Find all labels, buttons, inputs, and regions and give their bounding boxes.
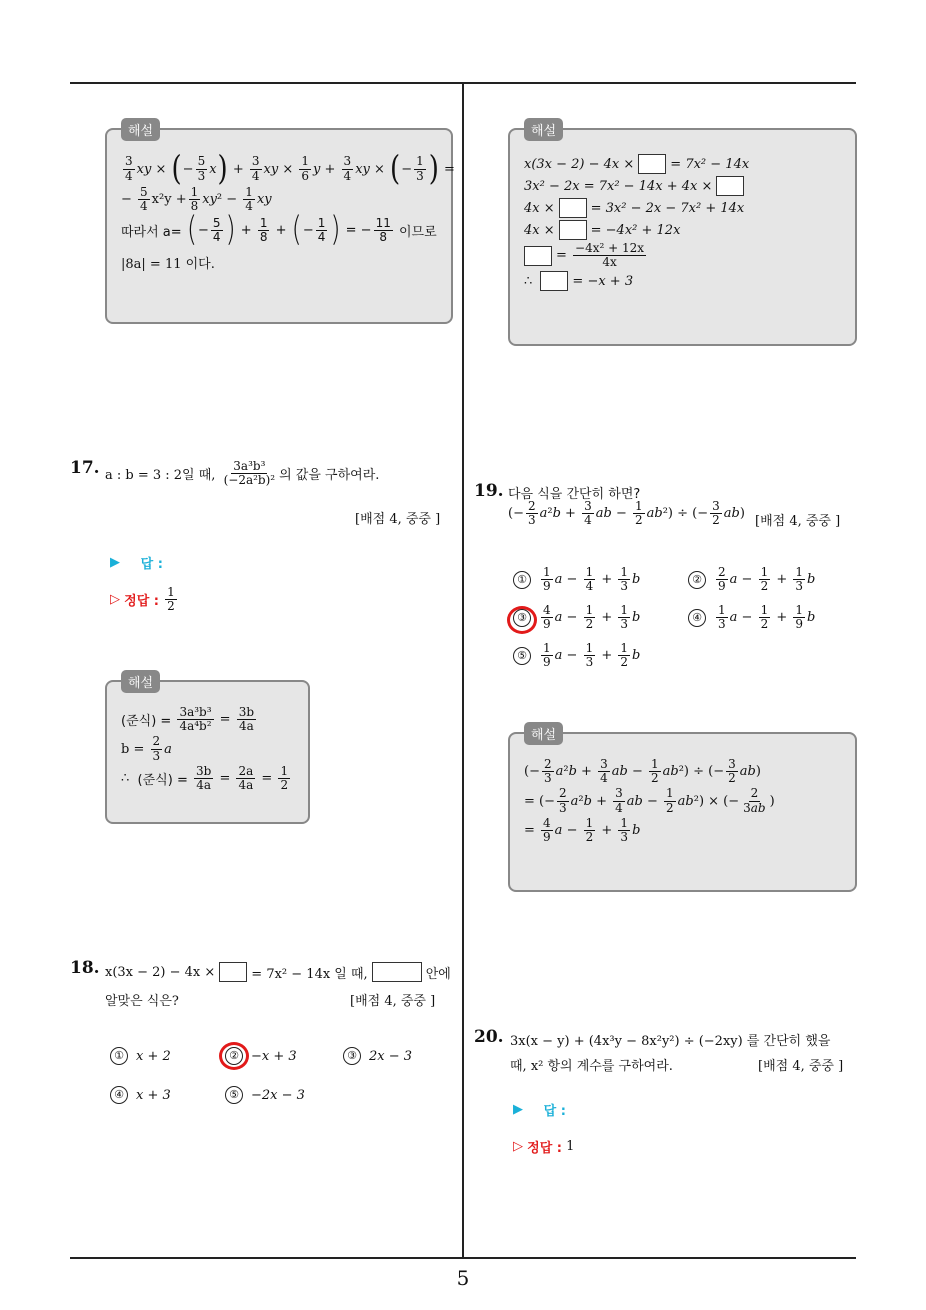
question-20-meta: [배점 4, 중중 ] xyxy=(758,1059,844,1074)
blank-box xyxy=(219,962,247,982)
option-18-1[interactable]: ① x + 2 xyxy=(110,1047,171,1065)
solution-box-16 xyxy=(105,124,455,324)
solution-line: = $\frac{4}{9}$ a − $\frac{1}{2}$ + $\frac{1}{3}$ b xyxy=(524,815,641,844)
outline-play-icon: ▷ xyxy=(513,1139,523,1154)
question-17-meta: [배점 4, 중중 ] xyxy=(355,512,441,527)
option-18-4[interactable]: ④ x + 3 xyxy=(110,1086,171,1104)
option-19-2[interactable]: ② $\frac{2}{9}$ a − $\frac{1}{2}$ + $\frac{1}{3}$ b xyxy=(688,566,815,593)
answer-row-17 xyxy=(110,553,163,572)
solution-line: $\frac{3}{4}$ xy × ( − $\frac{5}{3}$ x ) + $\frac{3}{4}$ xy × $\frac{1}{6}$ y + $\frac{3}{4}$ xy × ( − $\frac{1}{3}$ ) = xyxy=(125,149,455,189)
solution-tag: 해설 xyxy=(524,722,563,745)
solution-tag: 해설 xyxy=(121,670,160,693)
option-18-5[interactable]: ⑤ −2x − 3 xyxy=(225,1086,305,1104)
question-20-line2: 때, x² 항의 계수를 구하여라. xyxy=(510,1059,673,1074)
solution-line: b = $\frac{2}{3}$ a xyxy=(121,734,172,763)
solution-box-18 xyxy=(508,124,857,346)
question-number-19: 19. xyxy=(474,481,504,501)
selected-answer-mark xyxy=(507,606,537,634)
question-number-17: 17. xyxy=(70,458,100,478)
question-number-18: 18. xyxy=(70,958,100,978)
option-19-4[interactable]: ④ $\frac{1}{3}$ a − $\frac{1}{2}$ + $\frac{1}{9}$ b xyxy=(688,604,815,631)
solution-line: (준식) = $\frac{\text{3a³b³}}{\text{4a⁴b²}}$ = $\frac{3b}{4a}$ xyxy=(121,705,255,734)
bottom-rule xyxy=(70,1257,856,1259)
question-19-meta: [배점 4, 중중 ] xyxy=(755,514,841,529)
solution-line: 3x² − 2x = 7x² − 14x + 4x × xyxy=(524,176,843,196)
question-19-title: 다음 식을 간단히 하면? xyxy=(508,487,641,502)
answer-label: 답 : xyxy=(140,557,163,572)
correct-answer-label: 정답 : xyxy=(124,594,159,610)
question-17-text: a : b = 3 : 2일 때, $\frac{\text{3a³b³}}{\text{(−2a²b)²}}$ 의 값을 구하여라. xyxy=(105,459,380,488)
selected-answer-mark xyxy=(219,1042,249,1070)
option-19-5[interactable]: ⑤ $\frac{1}{9}$ a − $\frac{1}{3}$ + $\frac{1}{2}$ b xyxy=(513,642,640,669)
option-19-1[interactable]: ① $\frac{1}{9}$ a − $\frac{1}{4}$ + $\frac{1}{3}$ b xyxy=(513,566,640,593)
solution-line: ∴ = −x + 3 xyxy=(524,271,843,291)
play-icon: ▶ xyxy=(513,1102,523,1117)
correct-answer-20: ▷ 정답 : 1 xyxy=(513,1139,575,1156)
question-18-meta: [배점 4, 중중 ] xyxy=(350,994,436,1009)
column-divider xyxy=(462,84,464,1257)
question-18-line1: x(3x − 2) − 4x × = 7x² − 14x 일 때, 안에 xyxy=(105,962,451,982)
solution-line: x(3x − 2) − 4x × = 7x² − 14x xyxy=(524,154,843,174)
solution-box-17 xyxy=(105,676,310,824)
solution-line: 4x × = −4x² + 12x xyxy=(524,220,843,240)
correct-answer-17: ▷ 정답 : $\frac{1}{2}$ xyxy=(110,585,175,614)
solution-line: 따라서 a= ( − $\frac{5}{4}$ ) + $\frac{1}{8}$ + ( − $\frac{1}{4}$ ) = − $\frac{11}{8}$ 이므로 xyxy=(121,210,437,250)
solution-line: − $\frac{5}{4}$ x²y + $\frac{1}{8}$ xy ² − $\frac{1}{4}$ xy xyxy=(121,185,272,214)
question-19-expression: (− $\frac{2}{3}$ a ² b + $\frac{3}{4}$ ab − $\frac{1}{2}$ ab ²) ÷ (− $\frac{3}{2}$ ab ) xyxy=(508,499,745,528)
solution-line: ∴ (준식) = $\frac{3b}{4a}$ = $\frac{2a}{4a}$ = $\frac{1}{2}$ xyxy=(121,763,289,792)
solution-line: = $\frac{\text{−4x² + 12x}}{4x}$ xyxy=(524,242,843,269)
outline-play-icon: ▷ xyxy=(110,592,120,608)
correct-answer-label: 정답 : xyxy=(527,1141,562,1156)
solution-line: (− $\frac{2}{3}$ a ² b + $\frac{3}{4}$ ab − $\frac{1}{2}$ ab ²) ÷ (− $\frac{3}{2}$ ab ) xyxy=(524,757,761,786)
blank-box xyxy=(372,962,422,982)
option-19-3[interactable]: ③ $\frac{4}{9}$ a − $\frac{1}{2}$ + $\frac{1}{3}$ b xyxy=(513,604,640,631)
play-icon: ▶ xyxy=(110,555,120,570)
answer-row-20 xyxy=(513,1100,566,1119)
solution-box-19 xyxy=(508,728,857,892)
solution-line: = (− $\frac{2}{3}$ a ² b + $\frac{3}{4}$ ab − $\frac{1}{2}$ ab ²) × (− $\frac{2}{3ab}$ ) xyxy=(524,786,775,815)
option-18-2[interactable]: ② −x + 3 xyxy=(225,1047,297,1065)
question-18-line2: 알맞은 식은? xyxy=(105,994,179,1009)
solution-line: |8a| = 11 이다. xyxy=(121,257,215,273)
question-number-20: 20. xyxy=(474,1027,504,1047)
solution-tag: 해설 xyxy=(121,118,160,141)
option-18-3[interactable]: ③ 2x − 3 xyxy=(343,1047,412,1065)
answer-label: 답 : xyxy=(543,1104,566,1119)
solution-tag: 해설 xyxy=(524,118,563,141)
question-20-line1: 3x(x − y) + (4x³y − 8x²y²) ÷ (−2xy) 를 간단히 했을 xyxy=(510,1034,831,1049)
solution-line: 4x × = 3x² − 2x − 7x² + 14x xyxy=(524,198,843,218)
page-number: 5 xyxy=(456,1266,470,1290)
